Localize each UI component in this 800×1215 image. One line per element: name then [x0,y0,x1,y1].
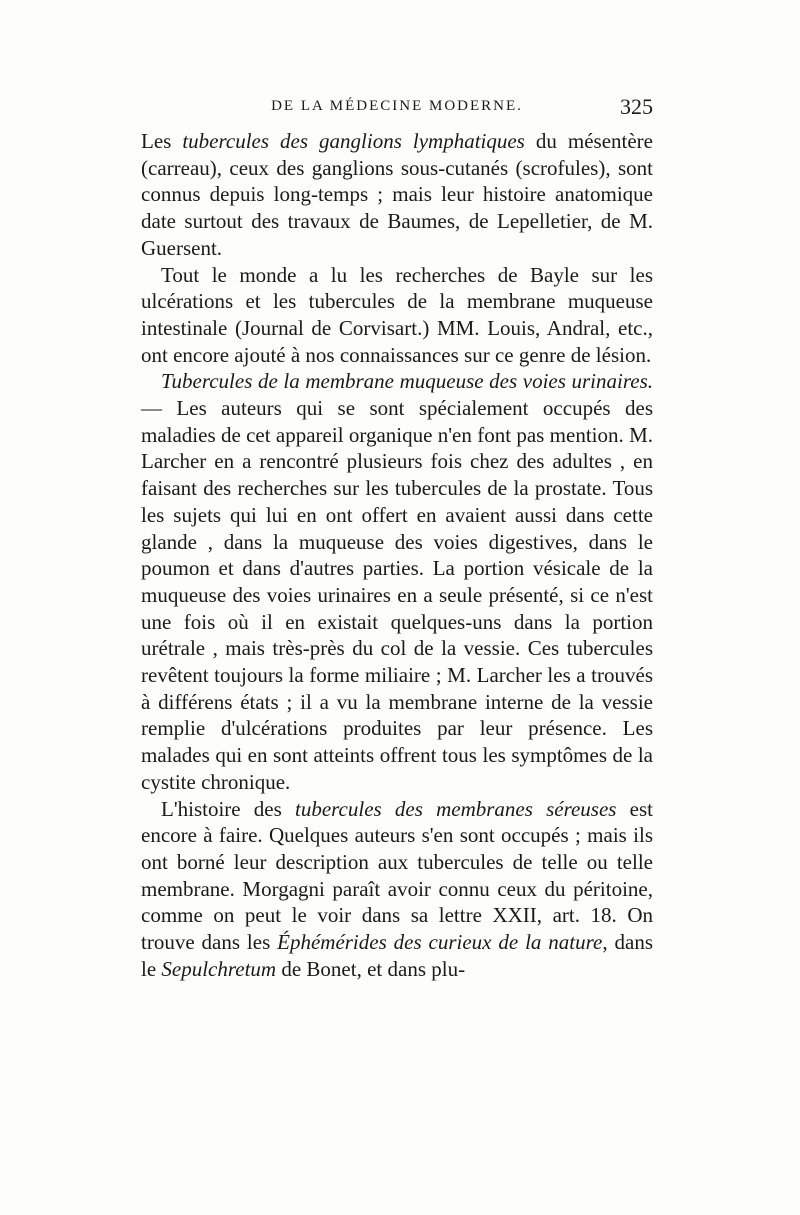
text-run: — Les auteurs qui se sont spécialement occupés des maladies de cet appareil organique n'en font pas mention. M. Larcher en a rencontré plusieurs fois chez des adultes , en faisant des recherches sur les tubercules de la prostate. Tous les sujets qui lui en ont offert en avaient aussi dans cette glande , dans la muqueuse des voies digestives, dans le poumon et dans d'autres parties. La portion vésicale de la muqueuse des voies urinaires en a seule présenté, si ce n'est une fois où il en existait quelques-uns dans la portion urétrale , mais très-près du col de la vessie. Ces tubercules revêtent toujours la forme miliaire ; M. Larcher les a trouvés à différens états ; il a vu la membrane interne de la vessie remplie d'ulcérations produites par leur présence. Les malades qui en sont atteints offrent tous les symptômes de la cystite chronique. [141,396,653,794]
text-run: Les [141,129,183,153]
text-run: du mésentère (carreau), ceux des ganglions sous-cutanés (scrofules), sont connus depuis long-temps ; mais leur histoire anatomique date surtout des travaux de Baumes, de Lepelletier, de M. Guersent. [141,129,653,260]
italic-text: tubercules des membranes séreuses [295,796,617,821]
text-run: Tout le monde a lu les recherches de Bayle sur les ulcérations et les tubercules de la membrane muqueuse intestinale (Journal de Corvisart.) MM. Louis, Andral, etc., ont encore ajouté à nos connaissances sur ce genre de lésion. [141,262,653,367]
text-run: de Bonet, et dans plu- [276,956,466,981]
text-run: est encore à faire. Quelques auteurs s'en sont occupés ; mais ils ont borné leur description aux tubercules de telle ou telle membrane. Morgagni paraît avoir connu ceux du péritoine, comme on peut le voir dans sa lettre XXII, art. 18. On trouve dans les [141,796,653,955]
italic-text: Sepulchretum [161,956,277,981]
italic-text: Éphémérides des curieux de la nature [277,930,603,955]
text-run: , dans le [141,930,653,981]
italic-text: Tubercules de la membrane muqueuse des voies urinaires. [161,369,653,394]
italic-text: tubercules des ganglions lymphatiques [182,129,525,153]
paragraph [141,262,653,369]
paragraph [141,128,653,262]
running-title: DE LA MÉDECINE MODERNE. [271,98,523,114]
page-number: 325 [620,94,653,119]
paragraph [141,368,653,795]
body-text [141,128,653,983]
paragraph [141,796,653,983]
page-header [141,94,653,128]
text-run: L'histoire des [161,796,295,821]
